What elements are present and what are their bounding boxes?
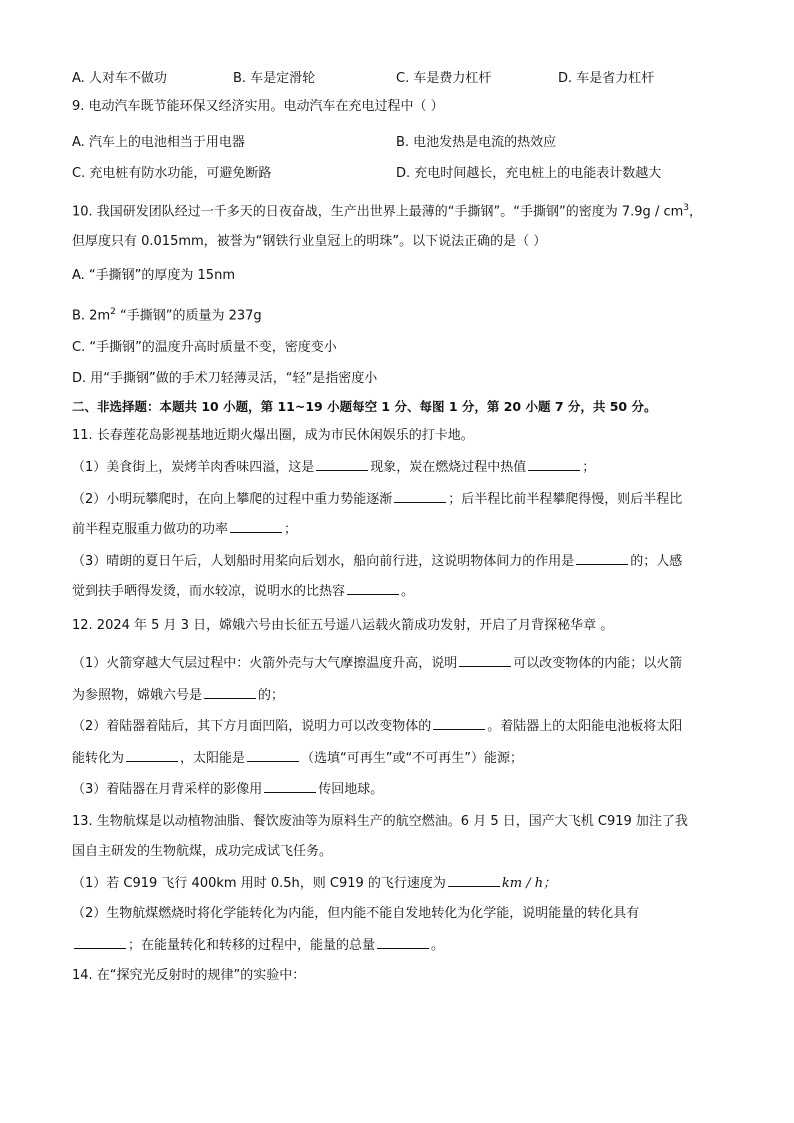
q13-stem-line2: 国自主研发的生物航煤，成功完成试飞任务。 [72, 844, 333, 859]
q11-p3-text-c: 觉到扶手晒得发烫，而水较凉，说明水的比热容 [72, 584, 346, 599]
q10-stem-line1 [72, 199, 702, 221]
q11-p2-text-d: ； [284, 522, 298, 537]
q11-part1 [72, 458, 595, 477]
q11-blank-6[interactable] [347, 582, 399, 595]
q8-option-d: D. 车是省力杠杆 [558, 71, 655, 86]
q11-p1-text-b: 现象，炭在燃烧过程中热值 [370, 460, 527, 475]
q12-p1-text-c: 为参照物，嫦娥六号是 [72, 688, 203, 703]
q9-stem: 9. 电动汽车既节能环保又经济实用。电动汽车在充电过程中（ ） [72, 99, 444, 114]
q12-p2-text-d: ，太阳能是 [180, 751, 246, 766]
q11-blank-5[interactable] [576, 552, 628, 565]
q12-p1-text-a: （1）火箭穿越大气层过程中：火箭外壳与大气摩擦温度升高，说明 [72, 656, 458, 671]
q12-blank-5[interactable] [247, 749, 299, 762]
q12-p2-text-c: 能转化为 [72, 751, 125, 766]
q12-blank-4[interactable] [126, 749, 178, 762]
q12-p1-text-b: 可以改变物体的内能；以火箭 [513, 656, 683, 671]
q12-blank-1[interactable] [459, 654, 511, 667]
q13-p2-text-b: ；在能量转化和转移的过程中，能量的总量 [128, 938, 376, 953]
q10-option-a: A. “手撕钢”的厚度为 15nm [72, 268, 235, 283]
q10-option-b-sup: 2 [110, 307, 116, 317]
q8-option-a: A. 人对车不做功 [72, 71, 167, 86]
q13-p1-unit: km / h； [501, 876, 557, 891]
section-2-heading: 二、非选择题：本题共 10 小题，第 11~19 小题每空 1 分、每图 1 分，第 20 小题 7 分，共 50 分。 [72, 399, 657, 414]
q11-blank-2[interactable] [528, 458, 580, 471]
q13-blank-2[interactable] [74, 936, 126, 949]
q11-part2-line1 [72, 490, 682, 509]
q8-option-c: C. 车是费力杠杆 [396, 71, 492, 86]
q12-p2-text-b: 。着陆器上的太阳能电池板将太阳 [487, 719, 683, 734]
q14-stem: 14. 在“探究光反射时的规律”的实验中： [72, 968, 306, 983]
q12-blank-6[interactable] [264, 780, 316, 793]
q11-p2-text-a: （2）小明玩攀爬时，在向上攀爬的过程中重力势能逐渐 [72, 492, 393, 507]
q11-part2-line2 [72, 520, 297, 539]
q11-blank-3[interactable] [394, 490, 446, 503]
q11-p3-text-b: 的；人感 [630, 554, 683, 569]
q10-option-b [72, 303, 262, 325]
q12-part2-line1 [72, 717, 682, 736]
q10-stem-sup: 3 [683, 203, 689, 213]
q13-stem-line1: 13. 生物航煤是以动植物油脂、餐饮废油等为原料生产的航空燃油。6 月 5 日，国产大飞机 C919 加注了我 [72, 814, 688, 829]
q13-part2-line1: （2）生物航煤燃烧时将化学能转化为内能，但内能不能自发地转化为化学能，说明能量的转化具有 [72, 906, 640, 921]
q11-blank-4[interactable] [230, 520, 282, 533]
q11-p2-text-b: ；后半程比前半程攀爬得慢，则后半程比 [448, 492, 683, 507]
q9-option-d: D. 充电时间越长，充电桩上的电能表计数越大 [396, 166, 662, 181]
q12-p3-text-b: 传回地球。 [318, 782, 384, 797]
q10-stem-line2: 但厚度只有 0.015mm，被誉为“钢铁行业皇冠上的明珠”。以下说法正确的是（ ） [72, 234, 547, 249]
q12-blank-3[interactable] [433, 717, 485, 730]
q8-option-b: B. 车是定滑轮 [233, 71, 316, 86]
q12-part1-line1 [72, 654, 682, 673]
q12-stem: 12. 2024 年 5 月 3 日，嫦娥六号由长征五号遥八运载火箭成功发射，开启了月背探秘华章 。 [72, 618, 614, 633]
q9-option-c: C. 充电桩有防水功能，可避免断路 [72, 166, 272, 181]
q13-p2-text-c: 。 [431, 938, 445, 953]
q13-blank-1[interactable] [448, 874, 500, 887]
q12-part1-line2 [72, 686, 284, 705]
q12-p2-text-a: （2）着陆器着陆后，其下方月面凹陷，说明力可以改变物体的 [72, 719, 432, 734]
q13-part2-line2 [72, 936, 444, 955]
q10-option-b-pre: B. 2m [72, 308, 111, 324]
q11-p1-text-a: （1）美食街上，炭烤羊肉香味四溢，这是 [72, 460, 315, 475]
q9-option-b: B. 电池发热是电流的热效应 [396, 135, 557, 150]
q12-part2-line2 [72, 749, 523, 768]
q11-p3-text-a: （3）晴朗的夏日午后，人划船时用桨向后划水，船向前行进，这说明物体间力的作用是 [72, 554, 575, 569]
q12-p1-text-d: 的； [258, 688, 285, 703]
q11-p3-text-d: 。 [401, 584, 415, 599]
q13-part1 [72, 874, 556, 893]
q13-p1-text-a: （1）若 C919 飞行 400km 用时 0.5h，则 C919 的飞行速度为 [72, 876, 446, 891]
q11-part3-line2 [72, 582, 414, 601]
q11-p1-text-c: ； [582, 460, 596, 475]
q11-stem: 11. 长春莲花岛影视基地近期火爆出圈，成为市民休闲娱乐的打卡地。 [72, 428, 474, 443]
q12-p2-text-e: （选填“可再生”或“不可再生”）能源； [301, 751, 523, 766]
q13-blank-3[interactable] [377, 936, 429, 949]
q12-part3 [72, 780, 383, 799]
q11-p2-text-c: 前半程克服重力做功的功率 [72, 522, 229, 537]
q10-stem-end: ， [689, 204, 703, 220]
q10-option-c: C. “手撕钢”的温度升高时质量不变，密度变小 [72, 340, 337, 355]
q12-p3-text-a: （3）着陆器在月背采样的影像用 [72, 782, 263, 797]
q11-part3-line1 [72, 552, 682, 571]
q12-blank-2[interactable] [204, 686, 256, 699]
q11-blank-1[interactable] [316, 458, 368, 471]
q10-option-b-post: “手撕钢”的质量为 237g [115, 308, 262, 324]
q9-option-a: A. 汽车上的电池相当于用电器 [72, 135, 245, 150]
q10-stem-text: 10. 我国研发团队经过一千多天的日夜奋战，生产出世界上最薄的“手撕钢”。“手撕钢”的密度为 7.9g / cm [72, 204, 684, 220]
q10-option-d: D. 用“手撕钢”做的手术刀轻薄灵活，“轻”是指密度小 [72, 371, 378, 386]
